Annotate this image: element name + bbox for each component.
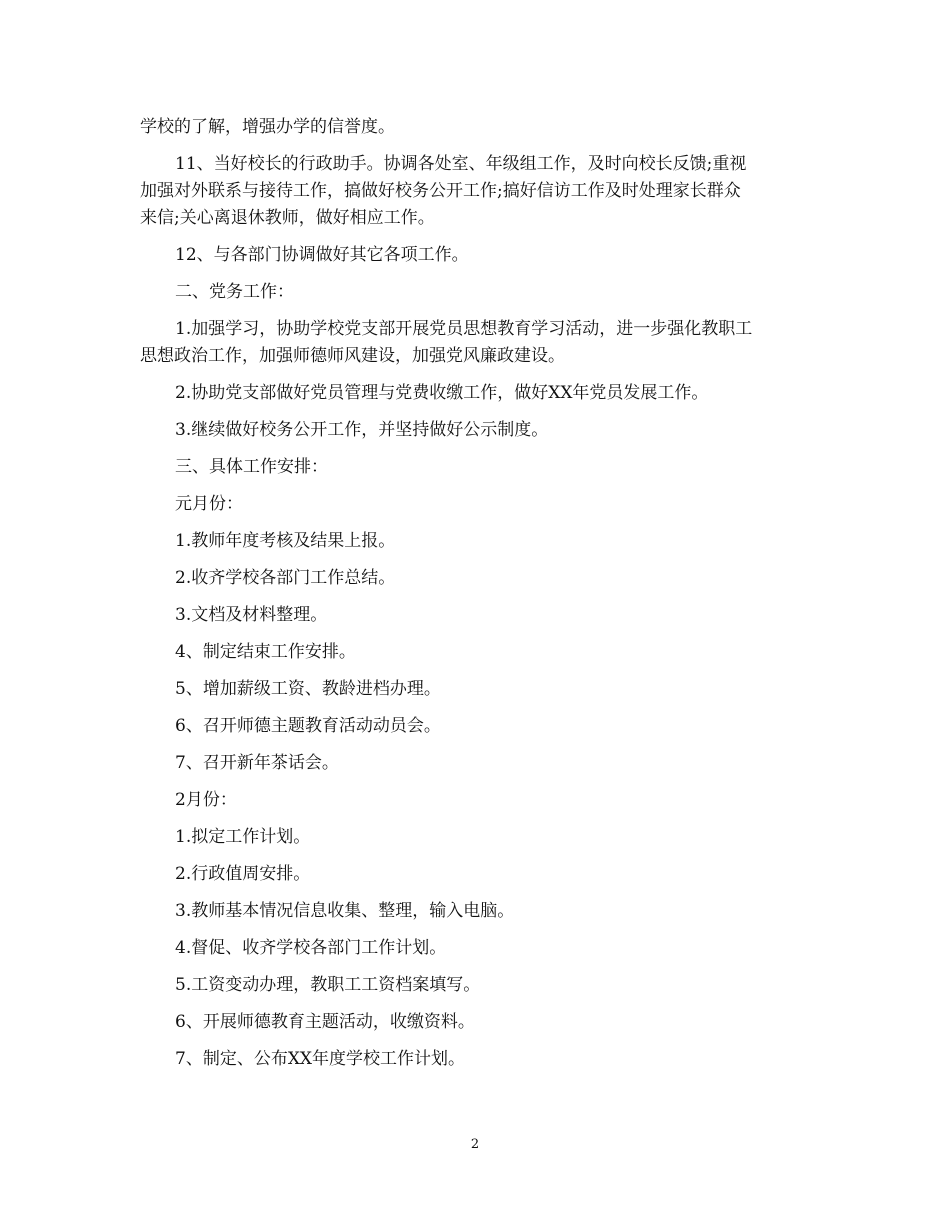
list-item: [140, 972, 812, 999]
list-item: [140, 1046, 812, 1073]
text-line: 来信;关心离退休教师，做好相应工作。: [140, 208, 435, 228]
text-line: 1.拟定工作计划。: [175, 827, 311, 847]
list-item: [140, 713, 812, 740]
section-heading: [140, 454, 812, 481]
month-heading: [140, 787, 812, 814]
text-line: 元月份：: [175, 494, 243, 514]
list-item: [140, 639, 812, 666]
paragraph: [140, 151, 812, 232]
text-line: 1.加强学习，协助学校党支部开展党员思想教育学习活动，进一步强化教职工: [175, 319, 753, 339]
text-line: 2.协助党支部做好党员管理与党费收缴工作，做好XX年党员发展工作。: [175, 383, 709, 403]
text-line: 12、与各部门协调做好其它各项工作。: [175, 245, 469, 265]
text-line: 2月份：: [175, 790, 237, 810]
paragraph: [140, 114, 812, 141]
list-item: [140, 565, 812, 592]
text-line: 三、具体工作安排：: [175, 457, 328, 477]
list-item: [140, 602, 812, 629]
text-line: 7、制定、公布XX年度学校工作计划。: [175, 1049, 466, 1069]
text-line: 6、召开师德主题教育活动动员会。: [175, 716, 441, 736]
paragraph: [140, 316, 812, 370]
text-line: 思想政治工作，加强师德师风建设，加强党风廉政建设。: [140, 346, 565, 366]
text-line: 5、增加薪级工资、教龄进档办理。: [175, 679, 441, 699]
text-line: 11、当好校长的行政助手。协调各处室、年级组工作，及时向校长反馈;重视: [175, 154, 747, 174]
paragraph: [140, 417, 812, 444]
list-item: [140, 861, 812, 888]
list-item: [140, 750, 812, 777]
text-line: 7、召开新年茶话会。: [175, 753, 339, 773]
text-line: 2.收齐学校各部门工作总结。: [175, 568, 396, 588]
page-number: 2: [470, 1137, 480, 1152]
text-line: 3.文档及材料整理。: [175, 605, 328, 625]
paragraph: [140, 242, 812, 269]
text-line: 4.督促、收齐学校各部门工作计划。: [175, 938, 447, 958]
text-line: 3.继续做好校务公开工作，并坚持做好公示制度。: [175, 420, 549, 440]
month-heading: [140, 491, 812, 518]
text-line: 2.行政值周安排。: [175, 864, 311, 884]
text-line: 1.教师年度考核及结果上报。: [175, 531, 396, 551]
list-item: [140, 935, 812, 962]
text-line: 5.工资变动办理，教职工工资档案填写。: [175, 975, 481, 995]
document-body: [140, 114, 812, 1083]
section-heading: [140, 279, 812, 306]
paragraph: [140, 380, 812, 407]
text-line: 加强对外联系与接待工作，搞做好校务公开工作;搞好信访工作及时处理家长群众: [140, 181, 741, 201]
text-line: 3.教师基本情况信息收集、整理，输入电脑。: [175, 901, 515, 921]
text-line: 6、开展师德教育主题活动，收缴资料。: [175, 1012, 475, 1032]
text-line: 学校的了解，增强办学的信誉度。: [140, 117, 395, 137]
list-item: [140, 676, 812, 703]
list-item: [140, 824, 812, 851]
text-line: 4、制定结束工作安排。: [175, 642, 356, 662]
list-item: [140, 1009, 812, 1036]
list-item: [140, 528, 812, 555]
list-item: [140, 898, 812, 925]
text-line: 二、党务工作：: [175, 282, 294, 302]
